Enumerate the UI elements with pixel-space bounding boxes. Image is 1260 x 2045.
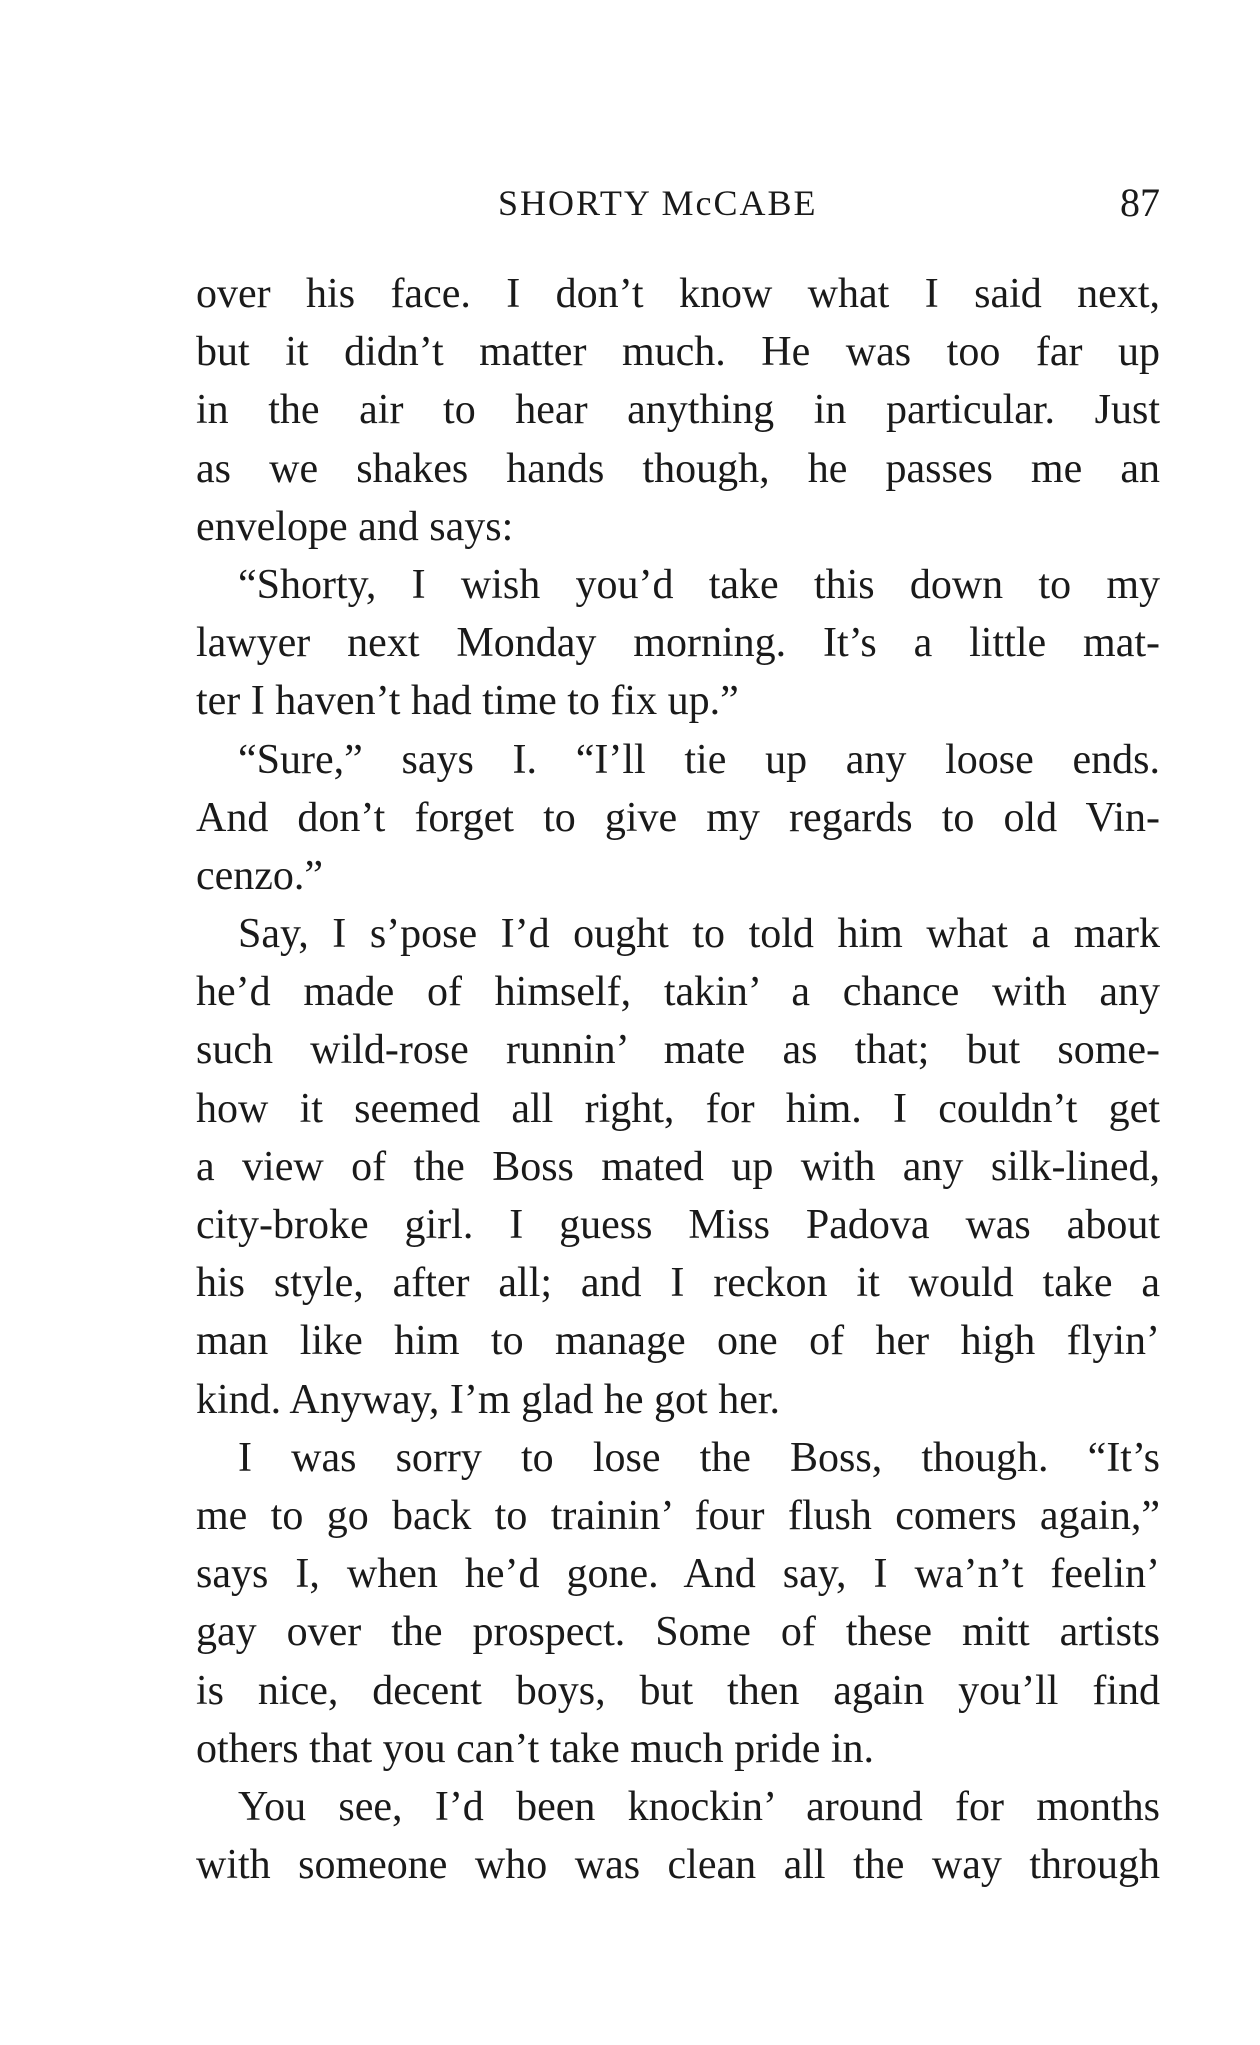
text-line: ter I haven’t had time to fix up.” <box>196 678 739 725</box>
running-title: SHORTY McCABE <box>498 183 818 223</box>
text-line: a view of the Boss mated up with any silk-lined, <box>196 1143 1160 1190</box>
text-line: says I, when he’d gone. And say, I wa’n’t feelin’ <box>196 1551 1160 1598</box>
text-line: he’d made of himself, takin’ a chance with any <box>196 969 1160 1016</box>
running-head <box>196 176 1160 230</box>
text-line: “Shorty, I wish you’d take this down to my <box>238 561 1160 608</box>
text-line: lawyer next Monday morning. It’s a little mat- <box>196 620 1160 667</box>
text-line: You see, I’d been knockin’ around for months <box>238 1783 1160 1830</box>
text-line: his style, after all; and I reckon it would take a <box>196 1260 1160 1307</box>
text-line: but it didn’t matter much. He was too far up <box>196 329 1160 376</box>
text-line: others that you can’t take much pride in. <box>196 1725 875 1772</box>
text-line: me to go back to trainin’ four flush comers again,” <box>196 1492 1160 1539</box>
text-line: cenzo.” <box>196 852 324 899</box>
page-number: 87 <box>1120 180 1160 225</box>
text-line: as we shakes hands though, he passes me an <box>196 445 1160 492</box>
text-line: is nice, decent boys, but then again you’ll find <box>196 1667 1160 1714</box>
text-line: how it seemed all right, for him. I couldn’t get <box>196 1085 1160 1132</box>
text-line: such wild-rose runnin’ mate as that; but some- <box>196 1027 1160 1074</box>
text-line: man like him to manage one of her high flyin’ <box>196 1318 1160 1365</box>
text-line: And don’t forget to give my regards to old Vin- <box>196 794 1160 841</box>
text-line: envelope and says: <box>196 503 514 550</box>
text-line: with someone who was clean all the way through <box>196 1842 1160 1889</box>
text-line: Say, I s’pose I’d ought to told him what a mark <box>238 911 1160 958</box>
body-text <box>196 265 1160 1894</box>
text-line: “Sure,” says I. “I’ll tie up any loose ends. <box>238 736 1160 783</box>
text-line: over his face. I don’t know what I said next, <box>196 271 1160 317</box>
text-line: gay over the prospect. Some of these mitt artists <box>196 1609 1160 1656</box>
text-line: city-broke girl. I guess Miss Padova was about <box>196 1202 1160 1248</box>
text-line: kind. Anyway, I’m glad he got her. <box>196 1376 781 1423</box>
text-line: in the air to hear anything in particular. Just <box>196 387 1160 434</box>
text-line: I was sorry to lose the Boss, though. “It’s <box>238 1434 1160 1481</box>
